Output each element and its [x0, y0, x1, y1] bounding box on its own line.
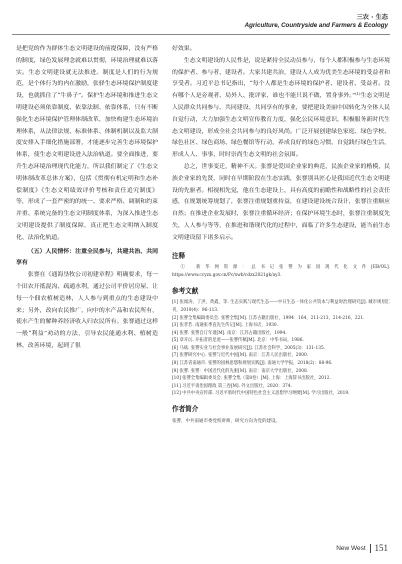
body-paragraph: 张謇在《通海垦牧公司初建章程》明确要求，每一个田农开抵混沟、疏通水利，通过公司平价居房屋、让每一个佃农植树造林，人人参与到重点的生态建设中来；另外，改向农民推广，向中的水产品和农民所有，使水产生的解种养经济收入归农民所有。张謇通过这样一般“利益”劝动的方法，引导农民能通水利、植树造林、改善环境，起到了很	[16, 272, 158, 349]
notes-heading: 注释	[172, 251, 186, 260]
section-label-zh: 三农 · 生态	[356, 14, 388, 21]
author-bio: 张謇，中共南通市委党校讲师，研究方向为党的建设。	[172, 418, 280, 424]
author-heading: 作者简介	[172, 405, 199, 414]
reference-item: [5] 章开沅. 开拓者的足迹——张謇传稿[M]. 北京：中华书局，1986.	[172, 338, 304, 344]
reference-item: [12] 中共中央宣传部. 习近平新时代中国特色社会主义思想学习纲要[M]. 学习出版社，2019.	[172, 391, 350, 397]
section-subheading: （五）人民情怀：注重全民参与，共建共治、共同享有	[16, 248, 158, 267]
body-paragraph: 好效果。	[172, 46, 196, 52]
reference-item: [1] 张闻涛，丁洪，黄鑫，等. 生态实践与现代生态——中日生态一体化公共资本与利益时治理研究[J]. 城市规划汇刊，2019(4)：96-113.	[172, 300, 390, 313]
reference-item: [7] 张謇研究中心. 张謇与近代中国[M]. 南京：江苏人民出版社，2000.	[172, 353, 309, 359]
running-header	[245, 12, 388, 29]
reference-item: [4] 张謇. 张謇自订年谱[M]. 南京：江苏古籍出版社，1994.	[172, 330, 287, 336]
body-paragraph: 总之，世事变迁，精神不灭。张謇是爱国企业家的典范，民族企业家的楷模，民族企业家的先贤，同时在早期阶段在生态实践，张謇别具匠心是我国近代生态文明建设的先驱者。相视相先觉，他在生态建设上，具有高度的前瞻性和战略性的社会责任感，在规划统筹规划了，张謇注重规划重持益，在建设建设统合设计，张謇注重顺应自然；在推进企业发展时，张謇注重循环经济；在保护环境生态时，张謇注重制度先失，人人参与等等，在推进和谐现代化的过程中，面临了许多生态建设，能当前生态文明建设留下诸多启示。	[172, 163, 390, 241]
reference-item: [11] 习近平谈治国理政 第三卷[M]. 外文出版社，2020：374.	[172, 383, 292, 389]
references-heading: 参考文献	[172, 286, 199, 295]
note-item: ① 新华网资源：总书记张謇为家园现代化文件[EB/OL]. https://www.ccyzx.gov.cn/Pc/xwb/cdzx2021gk/ay3.	[172, 265, 390, 278]
footer-divider	[370, 544, 371, 553]
reference-item: [10] 张謇全集编辑委员会. 张謇全集（第8卷）[M]. 上海：上海辞书出版社，2012.	[172, 376, 331, 382]
journal-name: New West	[336, 544, 366, 552]
reference-item: [3] 张孝若. 南通张季直先生传记[M]. 上海书店，1930.	[172, 323, 279, 329]
right-column	[172, 44, 390, 426]
reference-item: [9] 张謇. 张謇：中国近代化的先驱[M]. 南京：南京大学出版社，2008.	[172, 368, 309, 374]
reference-item: [2] 张謇全集编辑委员会. 张謇全集[M]. 江苏古籍出版社，1994：164，211-213，214-216，221.	[172, 315, 365, 321]
left-column	[16, 44, 158, 353]
reference-item: [6] 马斌. 张謇实业与社会事业发展研究[J]. 江苏社会科学，2005(3)：131-135.	[172, 345, 326, 351]
reference-item: [8] 江苏省南通市. 张謇的园林思想和规划实践[J]. 南通大学学报，2018(2)：88-96.	[172, 361, 333, 367]
page-footer	[336, 543, 388, 553]
header-rule	[12, 34, 390, 35]
body-paragraph: 生态文明建设的人民性是，说是紧持全民动员参与，每个人都积极参与生态环境的保护者、参与者、建设者。大家共建共治，建设人人成为优美生态环境的受益者和享受者。习近平总书记指出，“每个人都是生态环境的保护者、建设者、受益者。没有哪个人是旁观者、局外人、批评家，谁也不能只说不做，置身事外。”⁽¹⁾生态文明是人民群众共同参与、共同建设、共同享有的事业，要把建设美丽中国转化为全体人民自觉行动，大力加强生态文明宣传教育力度，强化公民环境意识，积极服务新时代生态文明建设，形成全社会共同参与的良好风尚。广泛开展创建绿色家庭、绿色学校、绿色社区、绿色商场、绿色餐馆等行动，养成良好的绿色习惯，自觉践行绿色生活，形成人人、事事、时时崇尚生态文明的社会氛围。	[172, 57, 390, 159]
reference-list	[172, 299, 390, 398]
body-paragraph: 是把党的作为群体生态文明建设的前提保障，没有严格的制度，绿色发展理念就难以贯彻，环境治理就难以落实。生态文明建设就无法推进。制度是人们的行为规范，是个体行为的内在激励，张驿生态环境保护制度建设，也就抓住了“牛鼻子”。保护生态环境和推进生态文明建设必须依靠制度、依靠法制、依靠体系，只有不断强化生态环境保护管理体制改革，加快构建生态环境治理体系，从法律法规、标准体系、体制机制以及监大制度安排入手细化措施部署，才能逐步完善生态环境保护体系，使生态文明建设进入法治轨道。要全面推进，要升生态环境治理现代化能力，所以我们制定了《生态文明体制改革总体方案》，包括《贯彻有机定明和生态补偿制度》《生态文明绩效评价考核和责任追究制度》等，形成了一套严密的的统一、要求严格、调制和约束并重、系统完备的生态文明制度体系，为深入推进生态文明建设提供了制度保障，真正把生态文明纳入制度化、法治化轨道。	[16, 46, 158, 241]
page-number: 151	[374, 543, 388, 553]
section-label-en: Agriculture, Countryside and Farmers & Ecology	[244, 22, 388, 29]
